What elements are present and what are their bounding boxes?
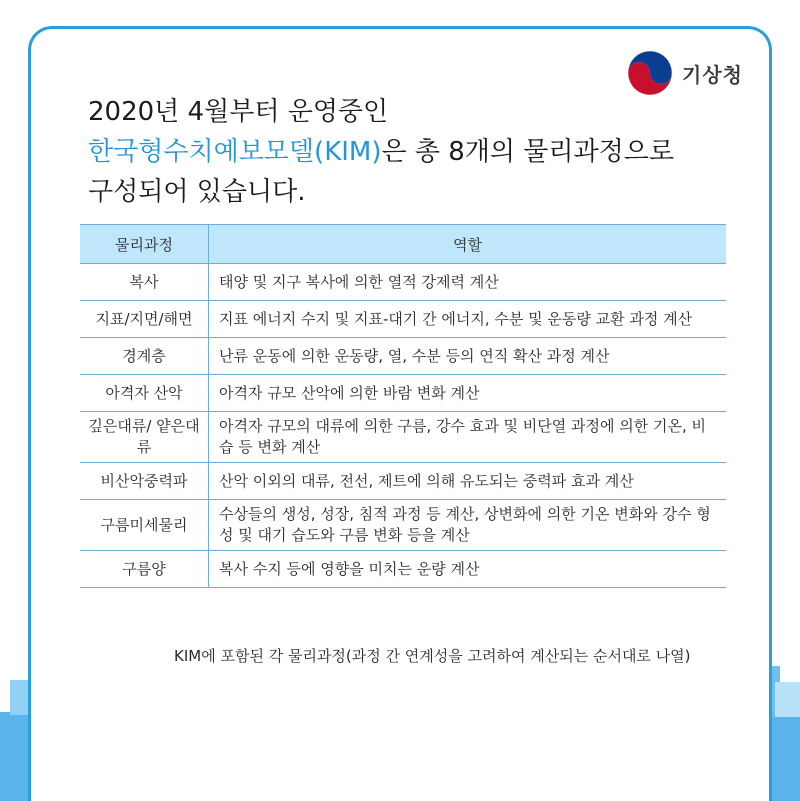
- process-cell: 깊은대류/ 얕은대류: [80, 412, 209, 463]
- physics-process-table: [80, 224, 726, 588]
- header-role: 역할: [209, 225, 727, 264]
- role-cell: 산악 이외의 대류, 전선, 제트에 의해 유도되는 중력파 효과 계산: [209, 463, 727, 500]
- role-cell: 난류 운동에 의한 운동량, 열, 수분 등의 연직 확산 과정 계산: [209, 338, 727, 375]
- role-cell: 수상들의 생성, 성장, 침적 과정 등 계산, 상변화에 의한 기온 변화와 강수 형성 및 대기 습도와 구름 변화 등을 계산: [209, 500, 727, 551]
- process-cell: 비산악중력파: [80, 463, 209, 500]
- role-cell: 아격자 규모 산악에 의한 바람 변화 계산: [209, 375, 727, 412]
- process-cell: 구름양: [80, 551, 209, 588]
- process-cell: 지표/지면/해면: [80, 301, 209, 338]
- table-row: [80, 264, 726, 301]
- headline-line2-rest: 은 총 8개의 물리과정으로: [381, 137, 674, 167]
- role-cell: 복사 수지 등에 영향을 미치는 운량 계산: [209, 551, 727, 588]
- headline-line3: 구성되어 있습니다.: [88, 177, 306, 207]
- taegeuk-emblem-icon: [626, 49, 674, 97]
- table-caption: KIM에 포함된 각 물리과정(과정 간 연계성을 고려하여 계산되는 순서대로 나열): [174, 647, 691, 665]
- table-row: [80, 301, 726, 338]
- kma-logo: [626, 48, 743, 98]
- header-process: 물리과정: [80, 225, 209, 264]
- role-cell: 아격자 규모의 대류에 의한 구름, 강수 효과 및 비단열 과정에 의한 기온, 비습 등 변화 계산: [209, 412, 727, 463]
- process-cell: 아격자 산악: [80, 375, 209, 412]
- table-row: [80, 551, 726, 588]
- process-cell: 복사: [80, 264, 209, 301]
- process-cell: 구름미세물리: [80, 500, 209, 551]
- role-cell: 태양 및 지구 복사에 의한 열적 강제력 계산: [209, 264, 727, 301]
- process-cell: 경계층: [80, 338, 209, 375]
- logo-text: 기상청: [682, 62, 743, 87]
- table-row: [80, 375, 726, 412]
- table-row: [80, 412, 726, 463]
- headline: [88, 92, 728, 212]
- table-row: [80, 338, 726, 375]
- table-row: [80, 463, 726, 500]
- model-name-highlight: 한국형수치예보모델(KIM): [88, 137, 382, 167]
- table-row: [80, 500, 726, 551]
- table-header-row: [80, 225, 726, 264]
- headline-line1: 2020년 4월부터 운영중인: [88, 97, 389, 127]
- headline-line2: [88, 132, 728, 172]
- role-cell: 지표 에너지 수지 및 지표-대기 간 에너지, 수분 및 운동량 교환 과정 계산: [209, 301, 727, 338]
